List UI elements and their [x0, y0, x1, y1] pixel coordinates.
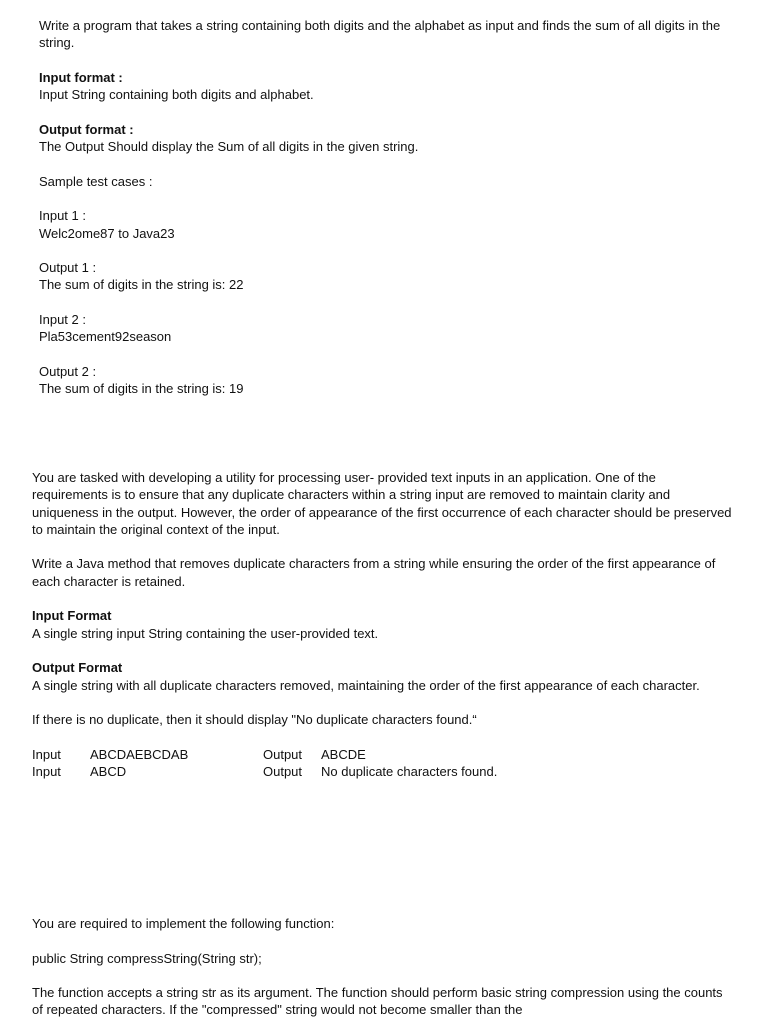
problem-2-no-duplicate-note: If there is no duplicate, then it should display "No duplicate characters found.“ [32, 712, 477, 728]
problem-1-output-format-text: The Output Should display the Sum of all digits in the given string. [39, 139, 419, 155]
problem-1-intro: Write a program that takes a string containing both digits and the alphabet as input and finds the sum of all digits in the string. [39, 18, 724, 51]
problem-3-signature: public String compressString(String str); [32, 950, 262, 966]
example-input-value: ABCDAEBCDAB [90, 746, 189, 762]
example-output-value: ABCDE [321, 746, 366, 762]
problem-1-input-format-heading: Input format : [39, 69, 123, 85]
problem-1-output-2-value: The sum of digits in the string is: 19 [39, 381, 244, 397]
problem-1-output-1-value: The sum of digits in the string is: 22 [39, 277, 244, 293]
problem-1-input-1-label: Input 1 : [39, 208, 86, 224]
problem-2-input-format-heading: Input Format [32, 608, 112, 624]
problem-3-intro: You are required to implement the following function: [32, 916, 335, 931]
problem-2-input-format-text: A single string input String containing the user-provided text. [32, 625, 379, 641]
problem-2-section [32, 469, 736, 780]
problem-1-sample-heading: Sample test cases : [39, 173, 153, 189]
problem-2-intro: You are tasked with developing a utility for processing user- provided text inputs in an application. One of the requirements is to ensure that any duplicate characters within a string input are removed to maintain clarity and uniqueness in the output. However, the order of appearance of the first occurrence of each character should be preserved to maintain the original context of the input. [32, 470, 736, 537]
example-row [32, 746, 732, 763]
problem-1-section [39, 17, 729, 398]
problem-1-input-2-label: Input 2 : [39, 312, 86, 328]
example-output-label: Output [263, 764, 303, 780]
problem-1-input-2-value: Pla53cement92season [39, 329, 172, 345]
example-input-label: Input [32, 746, 61, 762]
problem-2-output-format-heading: Output Format [32, 660, 123, 676]
example-output-value: No duplicate characters found. [321, 764, 498, 780]
problem-1-output-2-label: Output 2 : [39, 363, 97, 379]
problem-2-task: Write a Java method that removes duplicate characters from a string while ensuring the order of the first appearance of each character is retained. [32, 556, 719, 589]
problem-1-output-format-heading: Output format : [39, 121, 134, 137]
problem-3-section [32, 915, 732, 1019]
problem-1-input-format-text: Input String containing both digits and alphabet. [39, 87, 314, 103]
problem-1-input-1-value: Welc2ome87 to Java23 [39, 225, 175, 241]
example-input-value: ABCD [90, 764, 127, 780]
problem-1-output-1-label: Output 1 : [39, 260, 97, 276]
example-row [32, 763, 732, 780]
example-output-label: Output [263, 746, 303, 762]
example-input-label: Input [32, 764, 61, 780]
problem-3-description: The function accepts a string str as its argument. The function should perform basic string compression using the counts of repeated characters. If the "compressed" string would not become smaller than the [32, 985, 727, 1018]
problem-2-output-format-text: A single string with all duplicate characters removed, maintaining the order of the first appearance of each character. [32, 677, 700, 693]
